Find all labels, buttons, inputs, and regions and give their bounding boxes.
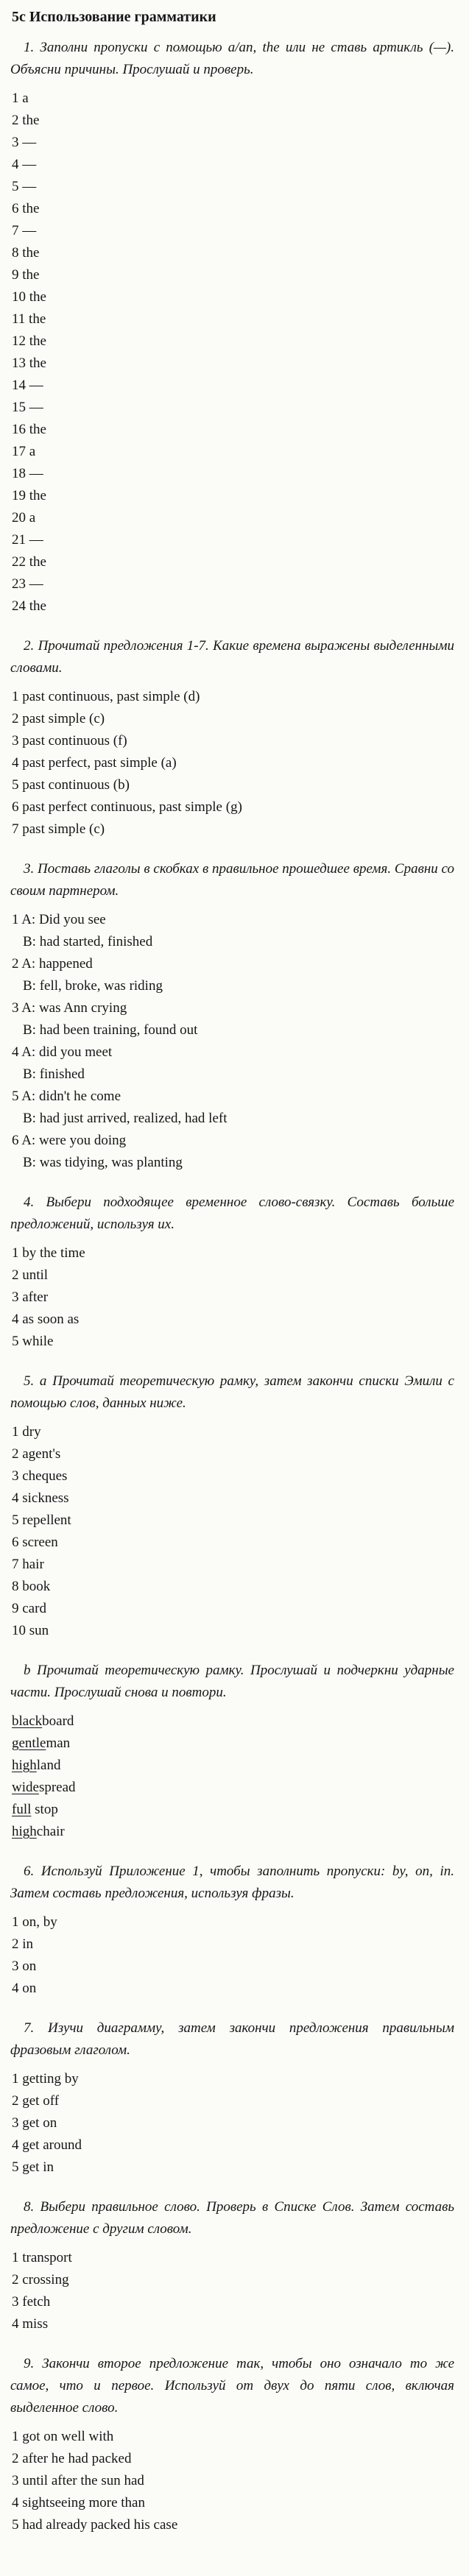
answer-line: 7 — <box>12 223 37 238</box>
answer-line: 11 the <box>12 311 46 327</box>
answer-line: 4 on <box>12 1981 37 1996</box>
answer-line: 3 — <box>12 135 37 150</box>
exercise-instruction: 8. Выбери правильное слово. Проверь в Списке Слов. Затем составь предложение с другим словом. <box>10 2199 454 2237</box>
exercise-instruction: 4. Выбери подходящее временное слово-связку. Составь больше предложений, используя их. <box>10 1195 454 1232</box>
answer-line: 12 the <box>12 333 46 349</box>
answer-line: 9 the <box>12 267 40 283</box>
underlined-stressed-part: wide <box>12 1780 39 1795</box>
exercise-list <box>10 37 454 2536</box>
answer-line: 16 the <box>12 422 46 437</box>
answer-line: 2 in <box>12 1936 34 1952</box>
answer-line: 8 book <box>12 1579 51 1594</box>
page-title: 5c Использование грамматики <box>12 9 216 25</box>
answer-line: 15 — <box>12 400 43 415</box>
unstressed-part: man <box>46 1735 71 1751</box>
answer-line: 13 the <box>12 355 46 371</box>
stress-word <box>10 1799 454 1821</box>
unstressed-part: chair <box>36 1824 65 1839</box>
answer-line: 3 until after the sun had <box>12 2473 144 2488</box>
answer-line: 2 agent's <box>12 1446 61 1462</box>
answer-line: 17 a <box>12 444 36 459</box>
answer-line: 5 past continuous (b) <box>12 777 130 793</box>
answer-line: 5 A: didn't he come <box>12 1089 121 1104</box>
answer-line: 4 get around <box>12 2137 82 2153</box>
answer-line: 10 the <box>12 289 46 305</box>
answer-line: 20 a <box>12 510 36 526</box>
answer-line: 2 crossing <box>12 2272 69 2287</box>
answer-line: 24 the <box>12 598 46 614</box>
exercise-instruction: 5. a Прочитай теоретическую рамку, затем закончи списки Эмили с помощью слов, данных ниже. <box>10 1373 454 1411</box>
answer-line: 7 hair <box>12 1557 44 1572</box>
exercise-8 <box>10 2196 454 2335</box>
underlined-stressed-part: full <box>12 1802 32 1817</box>
answer-line: 1 by the time <box>12 1245 85 1261</box>
exercise-5b <box>10 1660 454 1843</box>
exercise-instruction: 2. Прочитай предложения 1-7. Какие времена выражены выделенными словами. <box>10 638 454 676</box>
answer-line: 1 A: Did you see <box>12 912 106 927</box>
answer-line: 3 on <box>12 1958 37 1974</box>
answer-line: 3 get on <box>12 2115 57 2131</box>
answer-line: 1 transport <box>12 2250 72 2265</box>
answer-line: B: had been training, found out <box>23 1022 198 1038</box>
answer-line: 2 get off <box>12 2093 60 2109</box>
answer-line: B: had just arrived, realized, had left <box>23 1111 228 1126</box>
answer-line: 19 the <box>12 488 46 503</box>
unstressed-part: stop <box>31 1802 58 1817</box>
answer-line: 7 past simple (c) <box>12 821 105 837</box>
exercise-instruction: b Прочитай теоретическую рамку. Прослушай и подчеркни ударные части. Прослушай снова и повтори. <box>10 1663 454 1700</box>
answer-line: 4 — <box>12 157 37 172</box>
underlined-stressed-part: high <box>12 1824 37 1839</box>
answer-line: 22 the <box>12 554 46 570</box>
answer-line: 9 card <box>12 1601 46 1616</box>
answer-line: 6 the <box>12 201 40 216</box>
exercise-5a <box>10 1370 454 1642</box>
stress-word <box>10 1755 454 1777</box>
stress-word <box>10 1777 454 1799</box>
underlined-stressed-part: high <box>12 1758 37 1773</box>
answer-line: B: finished <box>23 1066 85 1082</box>
answer-line: 6 A: were you doing <box>12 1133 127 1148</box>
answer-line: 3 A: was Ann crying <box>12 1000 127 1016</box>
answer-line: 1 past continuous, past simple (d) <box>12 689 200 704</box>
answer-line: 2 after he had packed <box>12 2451 132 2466</box>
answer-line: 10 sun <box>12 1623 49 1638</box>
answer-line: 4 A: did you meet <box>12 1044 113 1060</box>
answer-line: B: was tidying, was planting <box>23 1155 183 1170</box>
answer-line: 3 after <box>12 1289 49 1305</box>
answer-line: 21 — <box>12 532 43 548</box>
unstressed-part: spread <box>38 1780 76 1795</box>
answer-line: B: fell, broke, was riding <box>23 978 163 994</box>
answer-line: 4 past perfect, past simple (a) <box>12 755 177 771</box>
answer-line: 1 a <box>12 91 29 106</box>
exercise-instruction: 3. Поставь глаголы в скобках в правильное прошедшее время. Сравни со своим партнером. <box>10 861 454 899</box>
answer-line: 3 past continuous (f) <box>12 733 127 749</box>
answer-line: 5 get in <box>12 2159 54 2175</box>
exercise-instruction: 6. Используй Приложение 1, чтобы заполнить пропуски: by, on, in. Затем составь предложения, используя фразы. <box>10 1864 454 1901</box>
answer-line: 4 sickness <box>12 1490 69 1506</box>
stress-word <box>10 1821 454 1843</box>
answer-line: 5 had already packed his case <box>12 2517 178 2533</box>
answer-line: 4 miss <box>12 2316 49 2332</box>
exercise-instruction: 9. Закончи второе предложение так, чтобы оно означало то же самое, что и первое. Используй от двух до пяти слов, включая выделенное слово. <box>10 2356 454 2416</box>
exercise-3 <box>10 858 454 1174</box>
answer-line: 5 repellent <box>12 1512 71 1528</box>
answer-line: 6 past perfect continuous, past simple (g) <box>12 799 242 815</box>
answer-line: 2 A: happened <box>12 956 93 972</box>
answer-line: 1 getting by <box>12 2071 79 2087</box>
answer-line: 4 sightseeing more than <box>12 2495 145 2510</box>
underlined-stressed-part: black <box>12 1713 43 1729</box>
exercise-9 <box>10 2353 454 2536</box>
exercise-6 <box>10 1861 454 2000</box>
answer-line: 8 the <box>12 245 40 261</box>
answer-line: 5 — <box>12 179 37 194</box>
answer-line: 14 — <box>12 378 43 393</box>
stress-word <box>10 1710 454 1733</box>
answer-line: B: had started, finished <box>23 934 153 949</box>
answer-line: 18 — <box>12 466 43 481</box>
answer-line: 1 got on well with <box>12 2429 114 2444</box>
answer-line: 5 while <box>12 1334 54 1349</box>
answer-line: 2 the <box>12 113 40 128</box>
stress-word <box>10 1733 454 1755</box>
answer-line: 3 cheques <box>12 1468 68 1484</box>
exercise-1 <box>10 37 454 618</box>
unstressed-part: board <box>42 1713 74 1729</box>
answer-line: 1 dry <box>12 1424 41 1440</box>
exercise-2 <box>10 635 454 841</box>
answer-line: 4 as soon as <box>12 1312 80 1327</box>
answer-line: 2 past simple (c) <box>12 711 105 726</box>
exercise-7 <box>10 2017 454 2179</box>
underlined-stressed-part: gentle <box>12 1735 46 1751</box>
answer-line: 2 until <box>12 1267 49 1283</box>
unstressed-part: land <box>36 1758 61 1773</box>
answer-line: 6 screen <box>12 1535 58 1550</box>
answer-line: 23 — <box>12 576 43 592</box>
exercise-instruction: 7. Изучи диаграмму, затем закончи предложения правильным фразовым глаголом. <box>10 2020 454 2058</box>
exercise-4 <box>10 1192 454 1353</box>
exercise-instruction: 1. Заполни пропуски с помощью a/an, the или не ставь артикль (—). Объясни причины. Прослушай и проверь. <box>10 40 454 77</box>
answer-line: 1 on, by <box>12 1914 57 1930</box>
answer-line: 3 fetch <box>12 2294 51 2310</box>
